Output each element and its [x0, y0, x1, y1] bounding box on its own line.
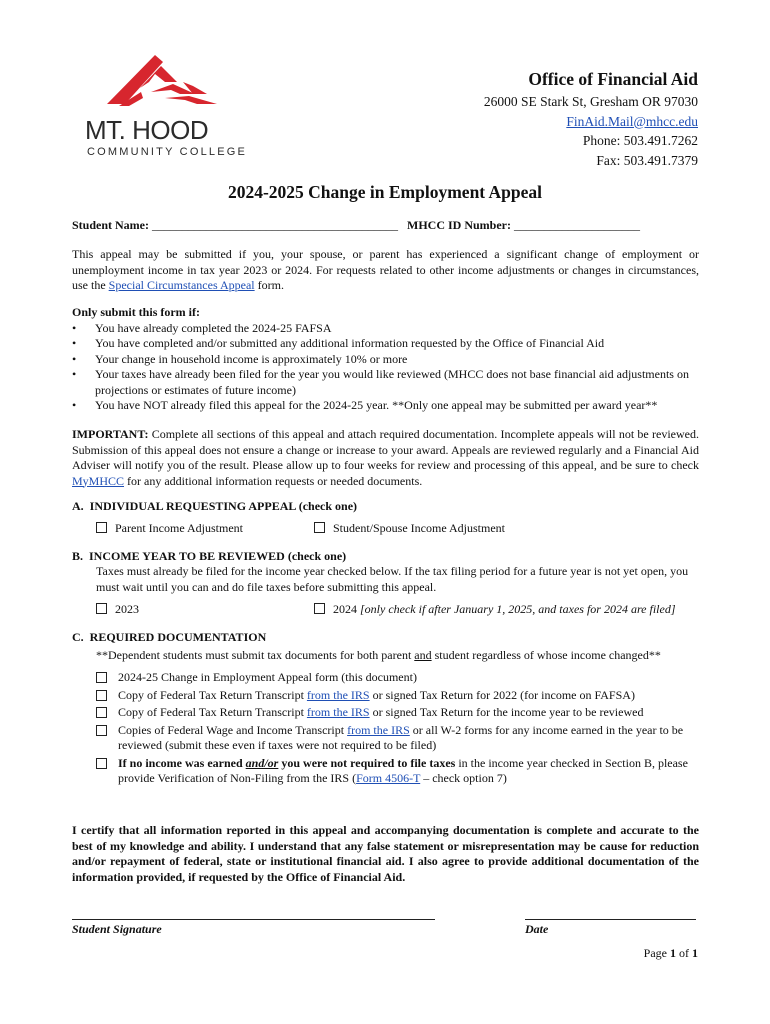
important-text: Complete all sections of this appeal and attach required documentation. Incomplete appeals will not be reviewed. Submission of this appeal does not ensure a change or increase to your award. Appeals are reviewed regularly and a Financial Aid Adviser will notify you of the result. Please allow up to four weeks for review and processing of this appeal, and be sure to check — [72, 427, 699, 472]
signature-label: Student Signature — [72, 922, 162, 936]
list-item: • You have NOT already filed this appeal for the 2024-25 year. **Only one appeal may be submitted per award year** — [72, 398, 699, 414]
important-label: IMPORTANT: — [72, 427, 149, 441]
checkbox[interactable] — [96, 725, 107, 736]
option-label: 2023 — [115, 602, 139, 616]
intro-paragraph — [72, 247, 699, 294]
only-submit-section — [72, 305, 699, 414]
only-submit-heading: Only submit this form if: — [72, 305, 201, 319]
note-text-end: student regardless of whose income changed** — [431, 648, 661, 662]
mymhcc-link[interactable]: MyMHCC — [72, 473, 125, 488]
page-title: 2024-2025 Change in Employment Appeal — [227, 182, 543, 202]
irs-link[interactable]: from the IRS — [306, 705, 370, 719]
section-a-heading: A. INDIVIDUAL REQUESTING APPEAL (check one) — [72, 499, 358, 513]
checkbox[interactable] — [96, 758, 107, 769]
checkbox[interactable] — [96, 707, 107, 718]
mountain-logo-icon — [85, 52, 255, 114]
dependent-note — [96, 648, 699, 664]
office-fax: Fax: 503.491.7379 — [596, 152, 698, 168]
doc-label-end: or signed Tax Return for the income year to be reviewed — [369, 705, 644, 719]
office-address: 26000 SE Stark St, Gresham OR 97030 — [483, 94, 698, 109]
mhcc-id-field[interactable]: _____________________ — [514, 218, 640, 232]
student-name-label: Student Name: — [72, 218, 149, 232]
only-submit-list — [72, 321, 699, 414]
doc-label-bold: you were not required to file taxes — [278, 755, 456, 770]
doc-label-end: or signed Tax Return for 2022 (for income on FAFSA) — [369, 687, 635, 702]
note-text: **Dependent students must submit tax documents for both parent — [96, 648, 415, 662]
doc-label-bold: If no income was earned — [118, 755, 246, 770]
logo-subtitle: COMMUNITY COLLEGE — [87, 146, 248, 158]
checkbox[interactable] — [314, 603, 325, 614]
office-email-link[interactable]: FinAid.Mail@mhcc.edu — [566, 113, 698, 129]
doc-label-andor: and/or — [245, 755, 279, 770]
signature-line[interactable] — [72, 919, 435, 920]
year-2023-option[interactable] — [96, 602, 139, 617]
option-note: [only check if after January 1, 2025, and taxes for 2024 are filed] — [360, 602, 676, 616]
doc-label: in the income year checked in Section B, please provide Verification of Non-Filing from the IRS ( — [118, 755, 688, 785]
parent-income-option[interactable] — [96, 521, 243, 536]
option-label: 2024 — [333, 602, 360, 616]
student-info-row — [72, 218, 699, 234]
note-and: and — [414, 648, 432, 662]
intro-text-end: form. — [254, 278, 284, 292]
doc-label-end: or all W-2 forms for any income earned in the year to be reviewed (submit these even if taxes were not required to be filed) — [118, 722, 684, 752]
option-label: Parent Income Adjustment — [115, 521, 243, 535]
mhcc-id-label: MHCC ID Number: — [407, 218, 511, 232]
page-total: 1 — [692, 946, 698, 960]
page-number — [644, 946, 698, 961]
intro-text: This appeal may be submitted if you, your spouse, or parent has experienced a significant change of employment or unemployment income in tax year 2023 or 2024. For requests related to other income adjustments or changes in circumstances, use the — [72, 247, 699, 292]
doc-label: Copy of Federal Tax Return Transcript — [118, 705, 307, 719]
year-2024-option[interactable] — [314, 602, 676, 617]
list-item: • You have completed and/or submitted any additional information requested by the Office of Financial Aid — [72, 336, 699, 352]
documentation-list — [96, 670, 699, 789]
student-spouse-income-option[interactable] — [314, 521, 505, 536]
college-logo — [85, 52, 255, 162]
checkbox[interactable] — [96, 603, 107, 614]
special-circumstances-link[interactable]: Special Circumstances Appeal — [108, 278, 255, 292]
irs-link[interactable]: from the IRS — [306, 687, 370, 702]
doc-item-wage-transcript[interactable] — [96, 723, 699, 754]
important-text-end: for any additional information requests or needed documents. — [124, 473, 423, 488]
page-current: 1 — [670, 946, 676, 960]
doc-label: Copies of Federal Wage and Income Transcript — [118, 722, 348, 737]
checkbox[interactable] — [96, 522, 107, 533]
list-item: • You have already completed the 2024-25 FAFSA — [72, 321, 699, 337]
checkbox[interactable] — [96, 690, 107, 701]
doc-label: 2024-25 Change in Employment Appeal form (this document) — [118, 670, 417, 684]
student-name-field[interactable]: _________________________________________ — [152, 218, 398, 232]
doc-item-appeal-form[interactable] — [96, 670, 699, 686]
doc-item-non-filing[interactable] — [96, 756, 699, 787]
certification-statement: I certify that all information reported in this appeal and accompanying documentation is complete and accurate to the best of my knowledge and ability. I understand that any false statement or misrepresentation may be cause for reduction and/or repayment of federal, state or institutional financial aid. I also agree to provide additional documentation of the information provided, if requested by the Office of Financial Aid. — [72, 823, 699, 884]
doc-item-tax-2022[interactable] — [96, 688, 699, 704]
checkbox[interactable] — [314, 522, 325, 533]
form-4506t-link[interactable]: Form 4506-T — [356, 771, 421, 785]
irs-link[interactable]: from the IRS — [347, 722, 410, 737]
section-b-description: Taxes must already be filed for the income year checked below. If the tax filing period for a future year is not yet open, you must wait until you can and do file taxes before submitting this appeal. — [96, 564, 689, 594]
office-phone: Phone: 503.491.7262 — [582, 133, 698, 148]
important-paragraph — [72, 427, 699, 489]
logo-name: MT. HOOD — [85, 115, 209, 145]
doc-item-tax-review-year[interactable] — [96, 705, 699, 721]
list-item: • Your change in household income is approximately 10% or more — [72, 352, 699, 368]
option-label: Student/Spouse Income Adjustment — [333, 521, 505, 535]
date-line[interactable] — [525, 919, 696, 920]
checkbox[interactable] — [96, 672, 107, 683]
office-name: Office of Financial Aid — [528, 69, 698, 89]
page-of: of — [676, 946, 692, 960]
section-b-heading: B. INCOME YEAR TO BE REVIEWED (check one) — [72, 549, 347, 563]
section-c-heading: C. REQUIRED DOCUMENTATION — [72, 630, 267, 644]
office-info — [484, 66, 698, 170]
date-label: Date — [525, 922, 549, 936]
page-label: Page — [643, 946, 670, 960]
doc-label: Copy of Federal Tax Return Transcript — [118, 687, 307, 702]
doc-label-end: – check option 7) — [420, 771, 507, 785]
list-item: • Your taxes have already been filed for the year you would like reviewed (MHCC does not base financial aid adjustments on projections or estimates of future income) — [72, 367, 699, 398]
